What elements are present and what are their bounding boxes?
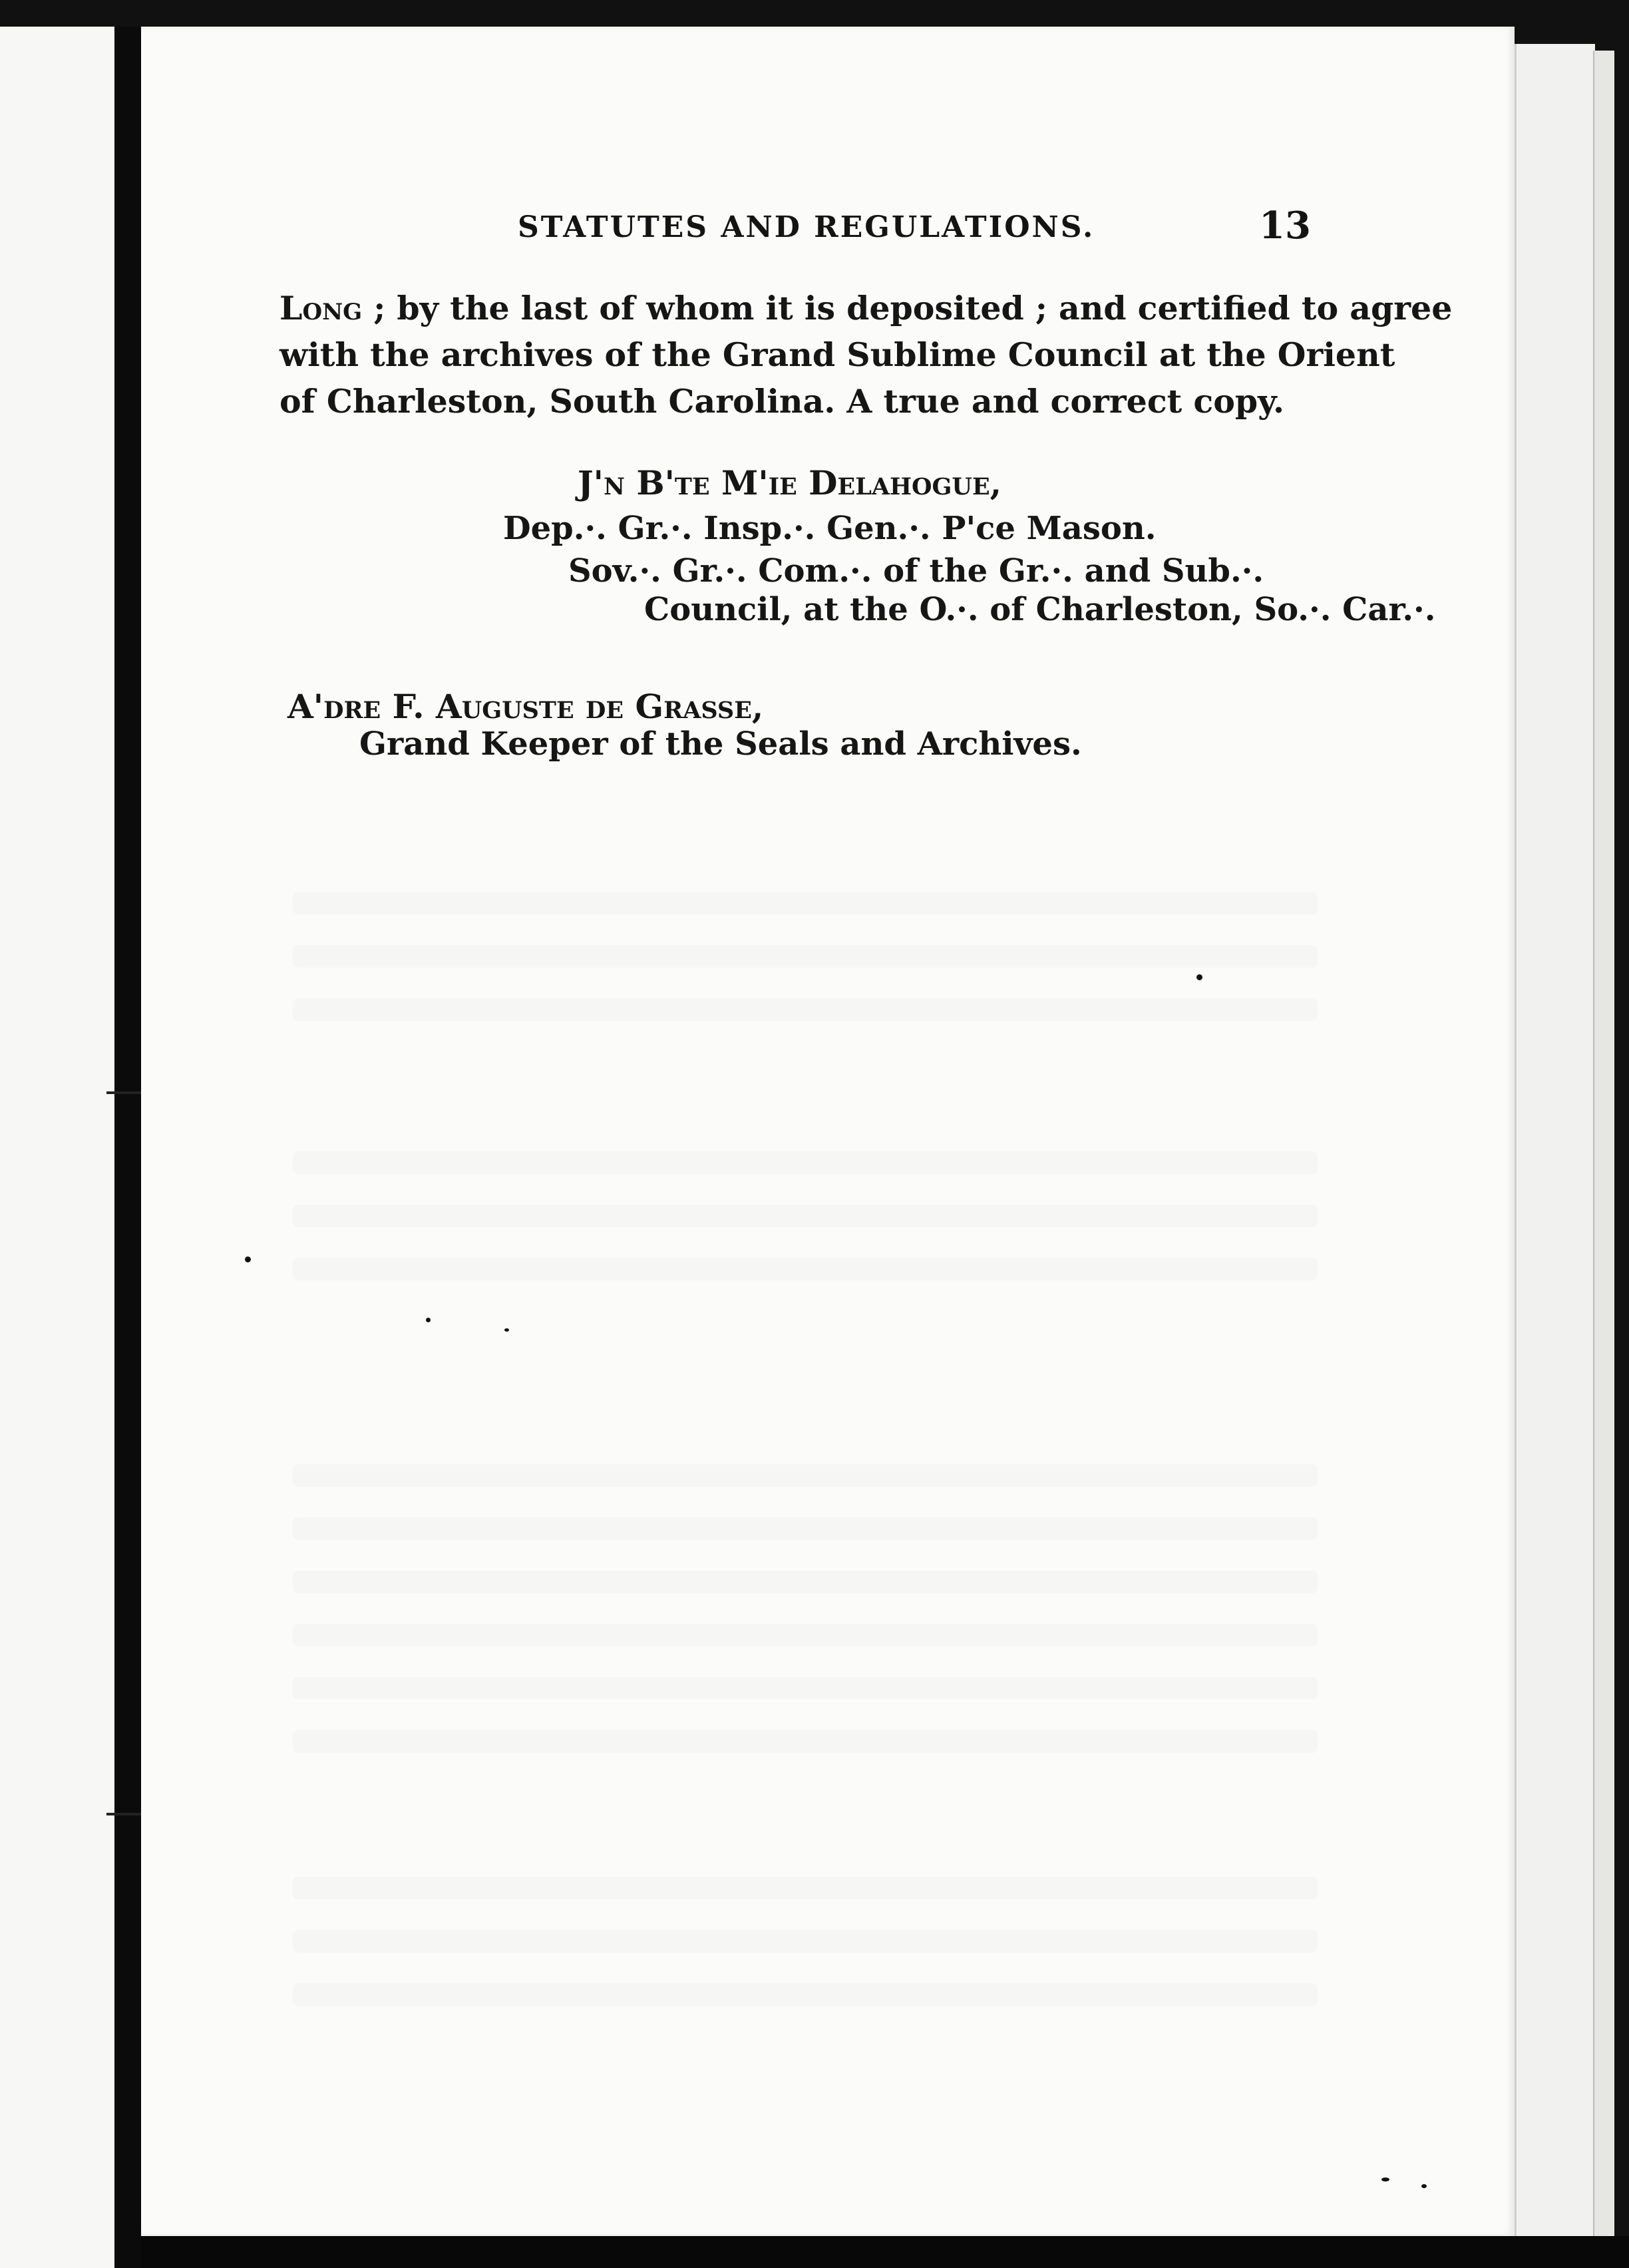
spine-mark [106,1091,146,1094]
paragraph-line-text: ; by the last of whom it is deposited ; and certified to agree [362,289,1453,327]
signatory-title-line: Sov.·. Gr.·. Com.·. of the Gr.·. and Sub.·. [568,552,1264,590]
book-spine [114,27,141,2268]
signatory-title-line: Council, at the O.·. of Charleston, So.·. Car.·. [644,591,1436,628]
signatory-title-line: Grand Keeper of the Seals and Archives. [359,725,1082,763]
underlying-page-edge [1515,44,1595,2240]
show-through-text [293,1151,1318,1174]
signatory-name: A'dre F. Auguste de Grasse, [287,687,764,726]
signatory-title-line: Dep.·. Gr.·. Insp.·. Gen.·. P'ce Mason. [503,510,1157,547]
show-through-text [293,1571,1318,1593]
show-through-text [293,1930,1318,1953]
scan-speck [426,1318,431,1322]
scan-speck [1381,2177,1389,2181]
signatory-name: J'n B'te M'ie Delahogue, [578,463,1002,502]
show-through-text [293,1877,1318,1899]
show-through-text [293,1464,1318,1487]
show-through-text [293,1258,1318,1280]
show-through-text [293,1730,1318,1753]
show-through-text [293,1677,1318,1700]
scan-speck [245,1256,251,1262]
previous-page-edge [0,27,114,2268]
page-number: 13 [1259,204,1311,248]
certification-paragraph [279,285,1453,425]
scan-speck [504,1328,509,1332]
paragraph-line: of Charleston, South Carolina. A true and correct copy. [279,382,1285,421]
paragraph-lead-word: Long [279,289,363,327]
show-through-text [293,892,1318,914]
show-through-text [293,1983,1318,2006]
spine-mark [106,1813,146,1815]
paragraph-line [279,285,1453,331]
show-through-text [293,1624,1318,1646]
scan-speck [1421,2184,1427,2188]
underlying-page-edge [1593,51,1614,2240]
show-through-text [293,945,1318,968]
paragraph-line: with the archives of the Grand Sublime Council at the Orient [279,335,1395,374]
scan-speck [1196,974,1202,980]
show-through-text [293,1205,1318,1227]
running-head: STATUTES AND REGULATIONS. [518,210,1095,244]
scan-bottom-border [141,2236,1629,2268]
show-through-text [293,1517,1318,1540]
show-through-text [293,998,1318,1021]
